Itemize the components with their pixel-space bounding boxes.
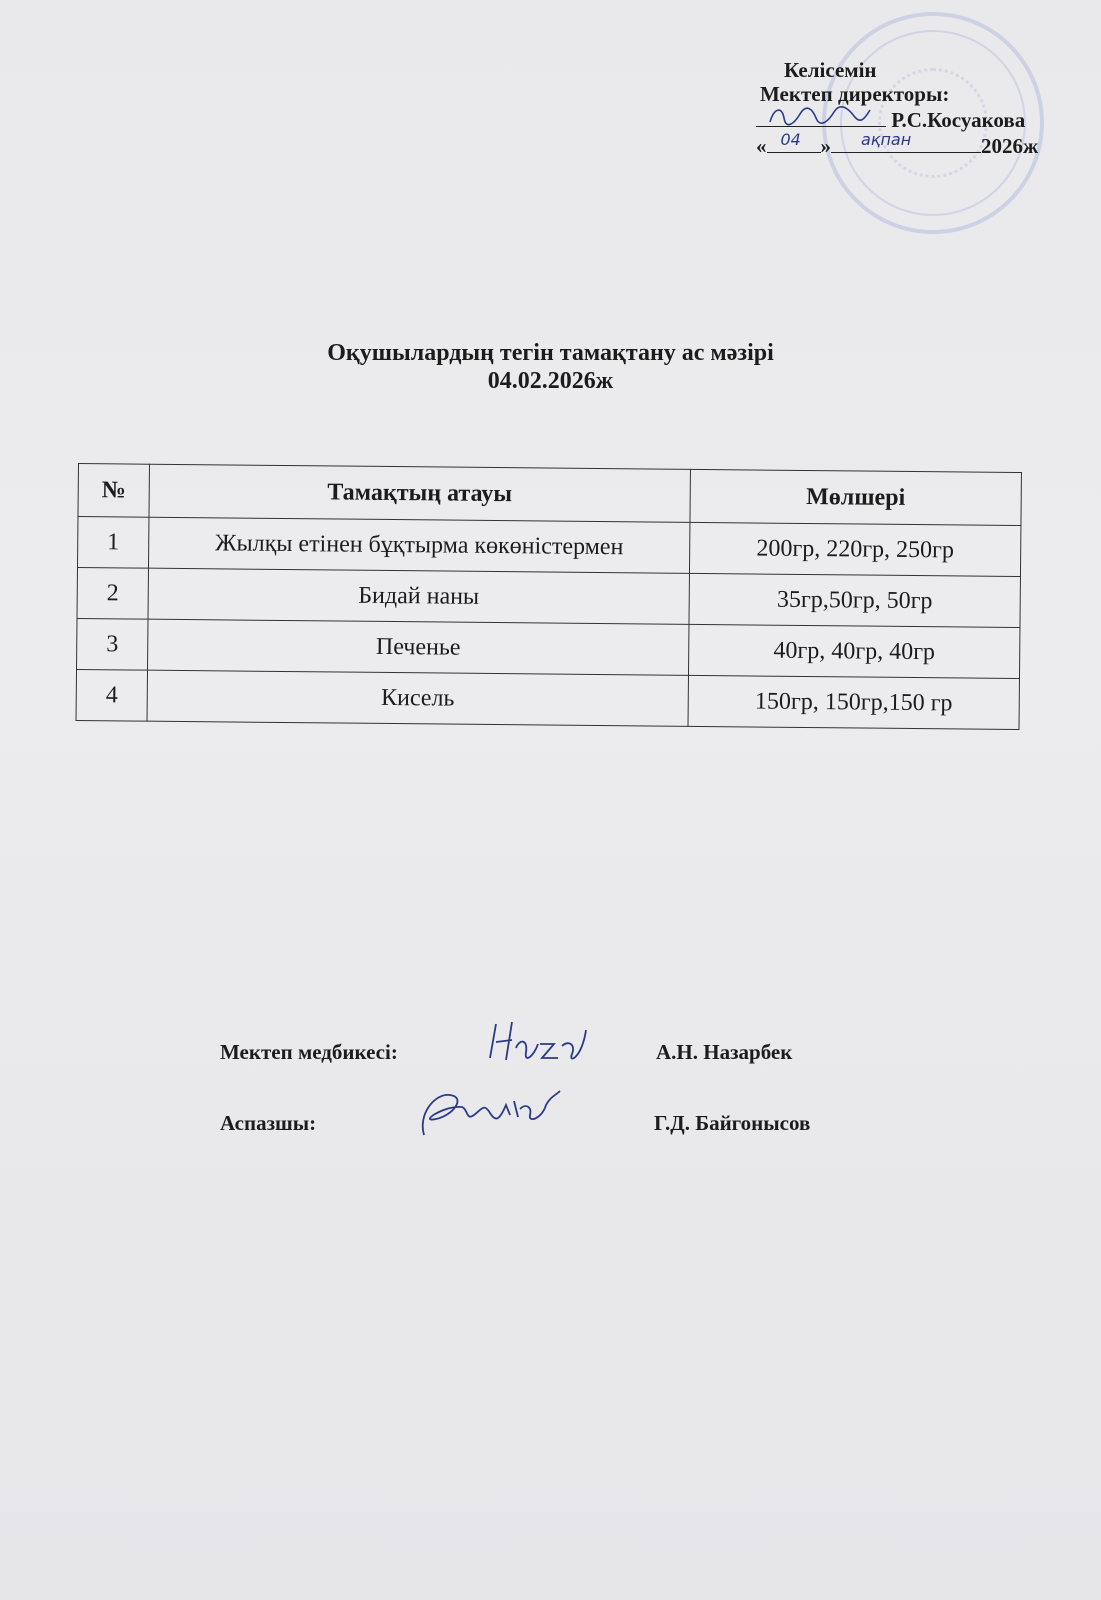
approval-block (756, 58, 1096, 158)
dish-quantity: 40гр, 40гр, 40гр (688, 624, 1019, 678)
table-row (76, 669, 1019, 729)
nurse-signature-icon (482, 1018, 592, 1068)
date-month-field (831, 132, 981, 153)
dish-name: Кисель (147, 670, 688, 726)
table-header-row (78, 464, 1021, 526)
nurse-name: А.Н. Назарбек (656, 1040, 793, 1064)
cook-role: Аспазшы: (220, 1111, 317, 1135)
header-number: № (78, 464, 150, 518)
document-title: Оқушылардың тегін тамақтану ас мәзірі (327, 340, 774, 366)
date-day-field (767, 132, 821, 153)
header-quantity: Мөлшері (690, 469, 1021, 525)
date-open-quote: « (756, 134, 767, 158)
dish-name: Жылқы етінен бұқтырма көкөністермен (148, 517, 689, 573)
dish-quantity: 200гр, 220гр, 250гр (689, 522, 1020, 576)
table-row (77, 517, 1020, 577)
dish-name: Печенье (148, 619, 689, 675)
cook-signature-icon (414, 1085, 564, 1141)
date-close-quote: » (820, 134, 831, 158)
dish-quantity: 150гр, 150гр,150 гр (688, 675, 1019, 729)
dish-quantity: 35гр,50гр, 50гр (689, 573, 1020, 627)
director-signature (756, 106, 886, 127)
row-number: 4 (76, 669, 147, 721)
signature-scribble-icon (764, 102, 874, 128)
director-name: Р.С.Косуакова (891, 108, 1026, 132)
nurse-role: Мектеп медбикесі: (220, 1040, 398, 1064)
row-number: 3 (77, 618, 148, 670)
approval-date-row (756, 132, 1096, 158)
header-dish-name: Тамақтың атауы (149, 464, 690, 522)
approval-label: Келісемін (784, 58, 877, 82)
director-title: Мектеп директоры: (760, 82, 950, 106)
date-day-handwritten: 04 (780, 130, 801, 149)
row-number: 1 (77, 517, 148, 569)
director-signature-row (756, 106, 1096, 132)
document-date: 04.02.2026ж (487, 368, 614, 394)
table-row (77, 568, 1020, 628)
date-year: 2026ж (981, 134, 1039, 158)
table-row (77, 618, 1020, 678)
date-month-handwritten: ақпан (861, 130, 912, 149)
row-number: 2 (77, 568, 148, 620)
dish-name: Бидай наны (148, 568, 689, 624)
menu-table (76, 463, 1022, 730)
cook-name: Г.Д. Байгонысов (654, 1111, 811, 1135)
